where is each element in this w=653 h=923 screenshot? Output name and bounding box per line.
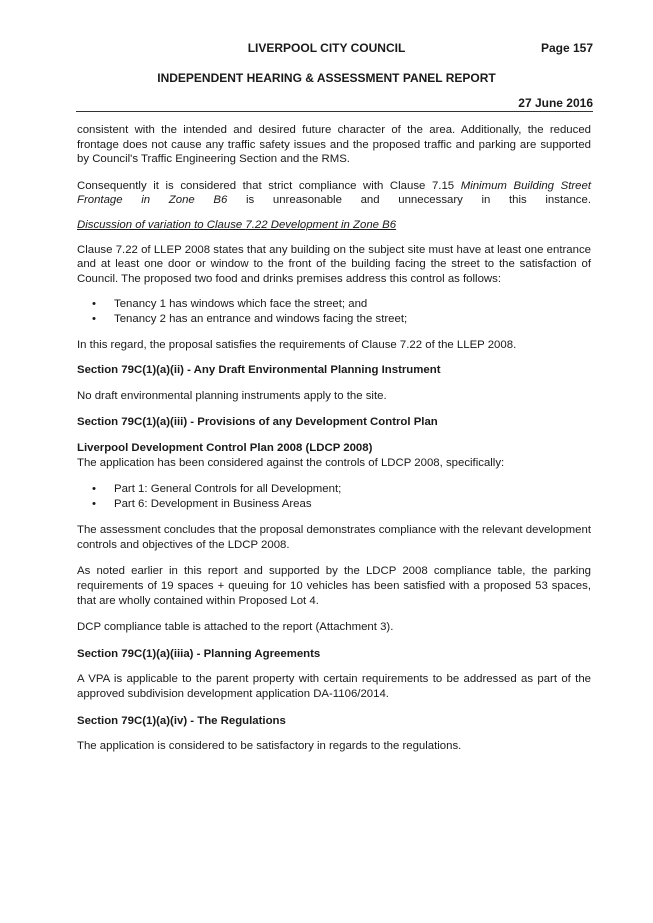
section-heading-planning-agreements: Section 79C(1)(a)(iiia) - Planning Agreements [77,647,321,660]
list-item: • Tenancy 1 has windows which face the street; and [77,297,591,312]
paragraph-satisfies: In this regard, the proposal satisfies the requirements of Clause 7.22 of the LLEP 2008. [77,338,517,351]
paragraph-vpa: A VPA is applicable to the parent property with certain requirements to be addressed as part of the approved subdivision development application DA-1106/2014. [77,673,591,701]
paragraph-assessment: The assessment concludes that the proposal demonstrates compliance with the relevant development controls and objectives of the LDCP 2008. [77,524,591,551]
tenancy-list [77,297,591,326]
list-item: • Part 1: General Controls for all Development; [77,482,591,497]
paragraph-dcp-table: DCP compliance table is attached to the report (Attachment 3). [77,621,394,634]
paragraph-clause-7-22: Clause 7.22 of LLEP 2008 states that any building on the subject site must have at least one entrance and at least one door or window to the front of the building facing the street to the satisfaction of Council. The proposed two food and drinks premises address this control as follows: [77,243,591,285]
paragraph-parking: As noted earlier in this report and supported by the LDCP 2008 compliance table, the parking requirements of 19 spaces + queuing for 10 vehicles has been satisfied with a proposed 53 spaces, that are wholly contained within Proposed Lot 4. [77,565,591,607]
section-heading-regulations: Section 79C(1)(a)(iv) - The Regulations [77,714,286,727]
header-rule [76,111,593,112]
document-body [77,123,591,754]
paragraph-regulations: The application is considered to be satisfactory in regards to the regulations. [77,740,462,753]
paragraph-clause-7-15 [77,179,591,208]
report-date: 27 June 2016 [518,96,593,110]
list-item: • Part 6: Development in Business Areas [77,497,591,512]
page-number: Page 157 [540,41,593,55]
clause-7-15-post: is unreasonable and unnecessary in this instance. [227,194,591,207]
paragraph-frontage: consistent with the intended and desired future character of the area. Additionally, the reduced frontage does not cause any traffic safety issues and the proposed traffic and parking are supported by Council's Traffic Engineering Section and the RMS. [77,124,591,166]
paragraph-considered: The application has been considered against the controls of LDCP 2008, specifically: [77,456,505,469]
discussion-heading: Discussion of variation to Clause 7.22 Development in Zone B6 [77,218,397,231]
section-heading-dcp: Section 79C(1)(a)(iii) - Provisions of any Development Control Plan [77,416,438,429]
report-title: INDEPENDENT HEARING & ASSESSMENT PANEL REPORT [157,71,496,85]
clause-7-15-title: Minimum Building Street Frontage in Zone B6 [77,179,591,207]
section-heading-draft-epi: Section 79C(1)(a)(ii) - Any Draft Environmental Planning Instrument [77,364,441,377]
ldcp-parts-list [77,482,591,511]
subheading-ldcp: Liverpool Development Control Plan 2008 (LDCP 2008) [77,441,373,454]
organisation-title: LIVERPOOL CITY COUNCIL [247,41,406,55]
paragraph-no-draft: No draft environmental planning instruments apply to the site. [77,389,387,402]
clause-7-15-pre: Consequently it is considered that strict compliance with Clause 7.15 [77,179,461,192]
list-item: • Tenancy 2 has an entrance and windows facing the street; [77,312,591,327]
